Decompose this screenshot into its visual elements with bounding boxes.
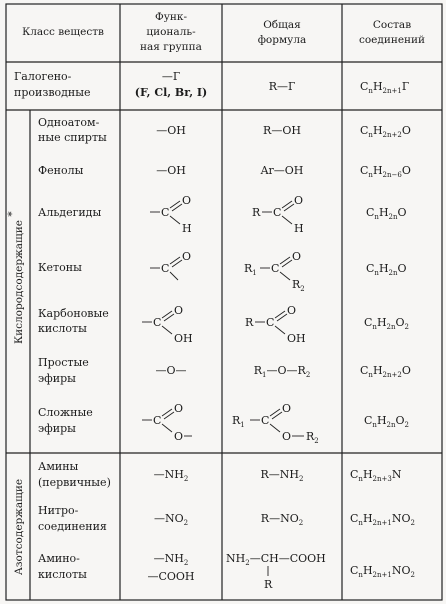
header-composition-1: Состав <box>372 19 412 31</box>
svg-text:R: R <box>264 578 273 591</box>
general-formula-structure <box>245 304 306 345</box>
functional-group: $—NH_2$ <box>153 552 189 567</box>
functional-group-structure <box>142 304 193 345</box>
svg-text:O: O <box>282 430 292 443</box>
table-row <box>38 356 411 385</box>
composition: $C_nH_{2n-6}O$ <box>360 164 411 179</box>
general-formula: R—Г <box>268 80 296 93</box>
svg-text:R: R <box>252 206 261 219</box>
svg-text:O: O <box>294 194 304 207</box>
table-row <box>38 402 409 445</box>
table-row <box>38 116 411 144</box>
class-name: ные спирты <box>38 131 107 144</box>
svg-text:O: O <box>282 402 292 415</box>
class-name: Амино- <box>38 552 80 565</box>
functional-group: —O— <box>155 364 187 377</box>
table-row <box>38 304 409 345</box>
group-label-nitrogen: Азотсодержащие <box>13 478 25 576</box>
svg-text:C: C <box>273 206 282 219</box>
composition: $C_nH_{2n+1}Г$ <box>360 80 410 95</box>
class-name: (первичные) <box>38 476 111 489</box>
composition: $C_nH_{2n+3}N$ <box>350 468 402 483</box>
general-formula: Ar—OH <box>260 164 304 177</box>
class-name: Простые <box>38 356 89 369</box>
group-label-oxygen-mark: * <box>6 211 18 217</box>
functional-group: (F, Cl, Br, I) <box>134 86 208 99</box>
composition: $C_nH_{2n+2}O$ <box>360 364 411 379</box>
functional-group-structure <box>150 194 192 235</box>
svg-text:O: O <box>174 402 184 415</box>
svg-text:OH: OH <box>287 332 306 345</box>
header-functional-group-2: циональ- <box>146 26 196 38</box>
class-name: кислоты <box>38 568 87 581</box>
svg-text:O: O <box>182 194 192 207</box>
class-name: Карбоновые <box>38 307 109 320</box>
class-name: соединения <box>38 520 107 533</box>
svg-text:H: H <box>182 222 192 235</box>
functional-group: $—NO_2$ <box>153 512 189 527</box>
svg-text:NH2—CH—COOH: $NH_2—CH—COOH$ <box>226 552 326 567</box>
general-formula-structure <box>226 552 326 591</box>
general-formula: $R_1—O—R_2$ <box>253 364 311 379</box>
functional-group: —OH <box>156 164 186 177</box>
class-name: Нитро- <box>38 504 79 517</box>
header-general-formula-1: Общая <box>263 19 301 31</box>
table-row <box>38 164 411 179</box>
header-general-formula-2: формула <box>257 34 307 46</box>
composition: $C_nH_{2n+2}O$ <box>360 124 411 139</box>
table-header <box>22 11 425 53</box>
functional-group: —OH <box>156 124 186 137</box>
composition: $C_nH_{2n+1}NO_2$ <box>350 564 415 579</box>
header-composition-2: соединений <box>358 34 426 46</box>
svg-text:C: C <box>161 206 170 219</box>
svg-text:C: C <box>153 316 162 329</box>
general-formula: $R—NH_2$ <box>260 468 304 483</box>
general-formula-structure <box>244 250 305 293</box>
table-row <box>38 504 415 533</box>
svg-text:R1: $R_1$ <box>232 414 245 429</box>
composition: $C_nH_{2n}O$ <box>366 206 407 221</box>
composition: $C_nH_{2n}O$ <box>366 262 407 277</box>
general-formula-structure <box>252 194 304 235</box>
header-functional-group-1: Функ- <box>154 11 188 23</box>
svg-text:C: C <box>271 262 280 275</box>
functional-group-structure <box>142 402 192 443</box>
svg-text:C: C <box>266 316 275 329</box>
table-row <box>14 70 409 99</box>
svg-text:R2: $R_2$ <box>292 278 305 293</box>
functional-group: $—NH_2$ <box>153 468 189 483</box>
class-name: Галогено- <box>14 70 72 83</box>
general-formula-structure <box>232 402 319 445</box>
composition: $C_nH_{2n}O_2$ <box>364 414 409 429</box>
svg-text:O: O <box>292 250 302 263</box>
svg-text:OH: OH <box>174 332 193 345</box>
svg-text:O: O <box>174 430 184 443</box>
table-row <box>38 460 402 489</box>
svg-text:C: C <box>261 414 270 427</box>
svg-text:C: C <box>153 414 162 427</box>
group-labels <box>6 211 25 576</box>
svg-text:R2: $R_2$ <box>306 430 319 445</box>
class-name: Альдегиды <box>38 206 102 219</box>
class-name: Фенолы <box>38 164 84 177</box>
general-formula: R—OH <box>263 124 301 137</box>
svg-text:R: R <box>245 316 254 329</box>
class-name: кислоты <box>38 322 87 335</box>
svg-text:O: O <box>287 304 297 317</box>
header-functional-group-3: ная группа <box>140 41 202 53</box>
class-name: Сложные <box>38 406 93 419</box>
svg-text:R1: $R_1$ <box>244 262 257 277</box>
class-name: производные <box>14 86 91 99</box>
svg-text:H: H <box>294 222 304 235</box>
composition: $C_nH_{2n+1}NO_2$ <box>350 512 415 527</box>
class-name: Одноатом- <box>38 116 100 129</box>
class-name: Кетоны <box>38 261 82 274</box>
class-name: эфиры <box>38 372 76 385</box>
header-class: Класс веществ <box>22 26 104 38</box>
general-formula: $R—NO_2$ <box>260 512 304 527</box>
class-name: эфиры <box>38 422 76 435</box>
class-name: Амины <box>38 460 79 473</box>
svg-text:O: O <box>174 304 184 317</box>
functional-group: —Г <box>161 70 181 83</box>
functional-group: —COOH <box>147 570 195 583</box>
functional-group-structure <box>150 250 191 280</box>
composition: $C_nH_{2n}O_2$ <box>364 316 409 331</box>
svg-text:C: C <box>161 262 170 275</box>
group-label-oxygen: Кислородсодержащие <box>13 219 25 345</box>
svg-text:O: O <box>182 250 192 263</box>
table-row <box>38 552 415 591</box>
